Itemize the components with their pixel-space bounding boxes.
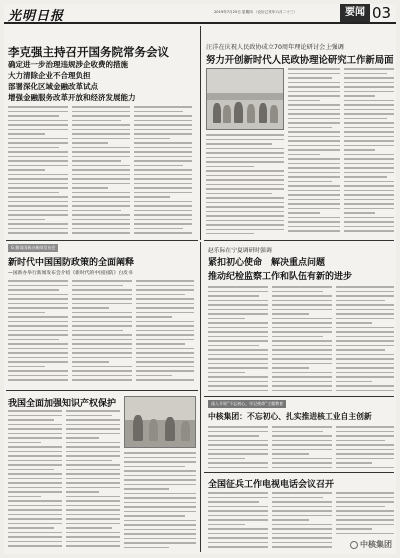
zhao-kicker: 赵乐际在宁夏调研时强调	[208, 248, 272, 254]
dateline: 2019年7月25日 星期四 （农历己亥年六月二十三）	[214, 10, 297, 14]
defense-body-col2	[72, 280, 132, 384]
zhao-headline-2: 推动纪检监察工作和队伍有新的进步	[208, 272, 353, 282]
defense-top-rule	[6, 240, 198, 241]
zhongtie-body-col2	[272, 426, 332, 468]
zhengbing-headline: 全国征兵工作电视电话会议召开	[208, 480, 335, 490]
newspaper-page	[4, 4, 396, 554]
watermark-text: 中核集团	[360, 540, 392, 549]
zhongtie-banner: 深入开展“不忘初心、牢记使命”主题教育	[208, 400, 286, 408]
ip-headline: 我国全面加强知识产权保护	[8, 399, 117, 409]
lead-subhead-2: 大力清除企业不合理负担	[8, 71, 91, 80]
zhongtie-body-col3	[336, 426, 394, 468]
watermark	[350, 539, 392, 550]
zhao-body-col3	[336, 286, 394, 392]
zhao-body-col2	[272, 286, 332, 392]
zhengbing-body-col3	[336, 492, 394, 536]
lead-body-col2	[72, 106, 130, 234]
zhengxie-body-col2	[344, 68, 394, 234]
ip-body-col1	[8, 410, 62, 550]
zhengxie-photo	[206, 68, 284, 130]
column-divider-top	[200, 26, 201, 240]
ip-photo	[124, 396, 196, 448]
defense-body-col1	[8, 280, 68, 384]
lead-subhead-3: 部署深化区域金融改革试点	[8, 82, 98, 91]
zhao-top-rule	[204, 240, 394, 241]
zhengbing-body-col2	[272, 492, 332, 550]
masthead	[4, 4, 396, 24]
newspaper-logo: 光明日报	[8, 9, 65, 24]
lead-subhead-1: 确定进一步治理违规涉企收费的措施	[8, 60, 128, 69]
zhengxie-body-under-photo	[206, 134, 284, 234]
zhongtie-top-rule	[204, 396, 394, 397]
zhengxie-body-col1	[288, 68, 340, 234]
zhengxie-kicker: 汪洋在庆祝人民政协成立70周年理论研讨会上强调	[206, 44, 344, 51]
lead-body-col1	[8, 106, 68, 234]
zhengbing-top-rule	[204, 472, 394, 473]
defense-subhead: —国新办举行新闻发布会介绍《新时代的中国国防》白皮书	[8, 271, 133, 276]
zhao-body-col1	[208, 286, 268, 392]
column-divider-bottom	[200, 242, 201, 552]
ip-body-col2	[66, 410, 120, 550]
section-tab: 要闻	[340, 4, 370, 22]
lead-subhead-4: 增强金融服务改革开放和经济发展能力	[8, 93, 136, 102]
zhongtie-headline: 中核集团：不忘初心、扎实推进核工业自主创新	[208, 412, 372, 421]
zhengbing-body-col1	[208, 492, 268, 550]
ip-body-col3	[124, 452, 196, 550]
wechat-icon	[350, 541, 358, 549]
lead-body-col3	[134, 106, 192, 234]
page-number: 03	[372, 4, 392, 22]
zhongtie-body-col1	[208, 426, 268, 468]
zhao-headline-1: 紧扣初心使命 解决重点问题	[208, 258, 326, 268]
defense-body-col3	[136, 280, 194, 384]
defense-banner: G 解读国新办新闻发布会	[8, 244, 58, 252]
lead-headline: 李克强主持召开国务院常务会议	[8, 45, 169, 59]
ip-top-rule	[6, 390, 198, 391]
zhengxie-headline: 努力开创新时代人民政协理论研究工作新局面	[206, 55, 394, 66]
defense-headline: 新时代中国国防政策的全面阐释	[8, 258, 135, 268]
